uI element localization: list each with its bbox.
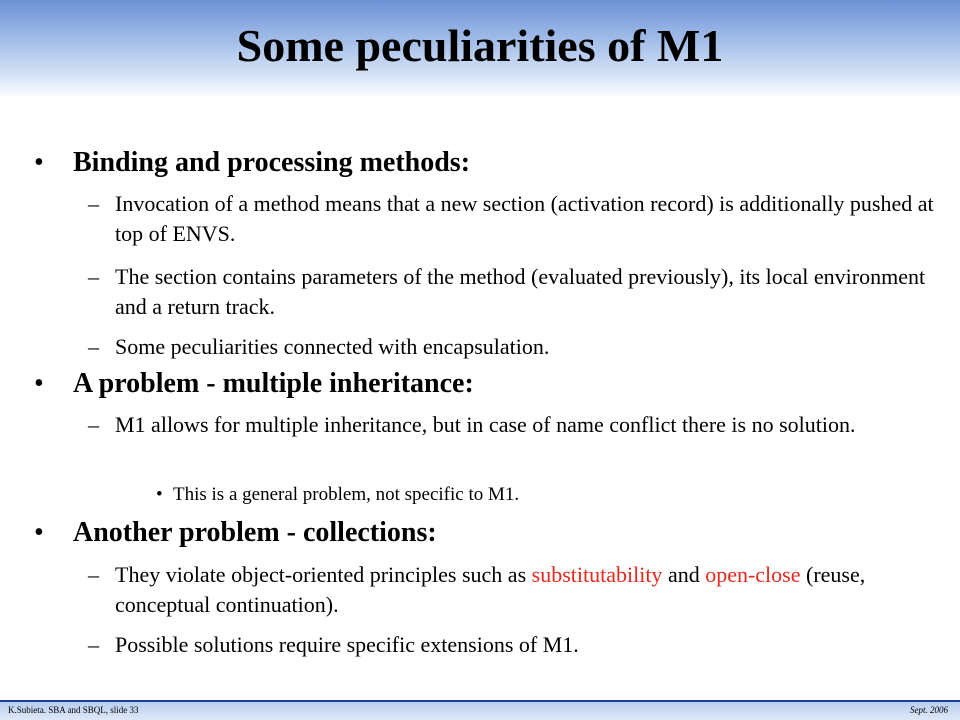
substitutability-highlight: substitutability	[531, 562, 663, 587]
bullet-3-glyph: •	[34, 517, 44, 548]
bullet-1-item-3: Some peculiarities connected with encapsulation.	[115, 334, 550, 359]
bullet-2-item-1: M1 allows for multiple inheritance, but in case of name conflict there is no solution.	[115, 412, 856, 437]
footer-author: K.Subieta. SBA and SBQL, slide 33	[8, 705, 139, 715]
bullet-1-heading: Binding and processing methods:	[73, 147, 471, 178]
item-text-mid: and	[662, 562, 706, 587]
item-text-post: (reuse, conceptual continuation).	[115, 562, 866, 617]
footer-band	[0, 702, 960, 720]
bullet-1-item-1: Invocation of a method means that a new section (activation record) is additionally pushed at top of ENVS.	[115, 191, 934, 246]
bullet-3-item-1	[115, 560, 950, 620]
bullet-2-glyph: •	[34, 368, 44, 399]
bullet-1-item-1-dash: –	[88, 191, 99, 216]
item-text-pre: They violate object-oriented principles such as	[115, 562, 532, 587]
bullet-3-item-1-dash: –	[88, 562, 99, 587]
bullet-2-item-1-dash: –	[88, 412, 99, 437]
slide-title: Some peculiarities of M1	[236, 20, 724, 71]
bullet-1-item-3-dash: –	[88, 334, 99, 359]
bullet-1-item-2-dash: –	[88, 264, 99, 289]
bullet-2-subitem-1-dot: •	[156, 484, 163, 505]
bullet-1-glyph: •	[34, 147, 44, 178]
bullet-3-item-2: Possible solutions require specific extensions of M1.	[115, 632, 579, 657]
bullet-2-subitem-1: This is a general problem, not specific to M1.	[173, 484, 520, 505]
open-close-highlight: open-close	[705, 562, 801, 587]
bullet-3-heading: Another problem - collections:	[73, 517, 437, 548]
footer-date: Sept. 2006	[910, 705, 948, 715]
bullet-1-item-2: The section contains parameters of the method (evaluated previously), its local environment and a return track.	[115, 264, 926, 319]
bullet-3-item-2-dash: –	[88, 632, 99, 657]
bullet-2-heading: A problem - multiple inheritance:	[73, 368, 474, 399]
